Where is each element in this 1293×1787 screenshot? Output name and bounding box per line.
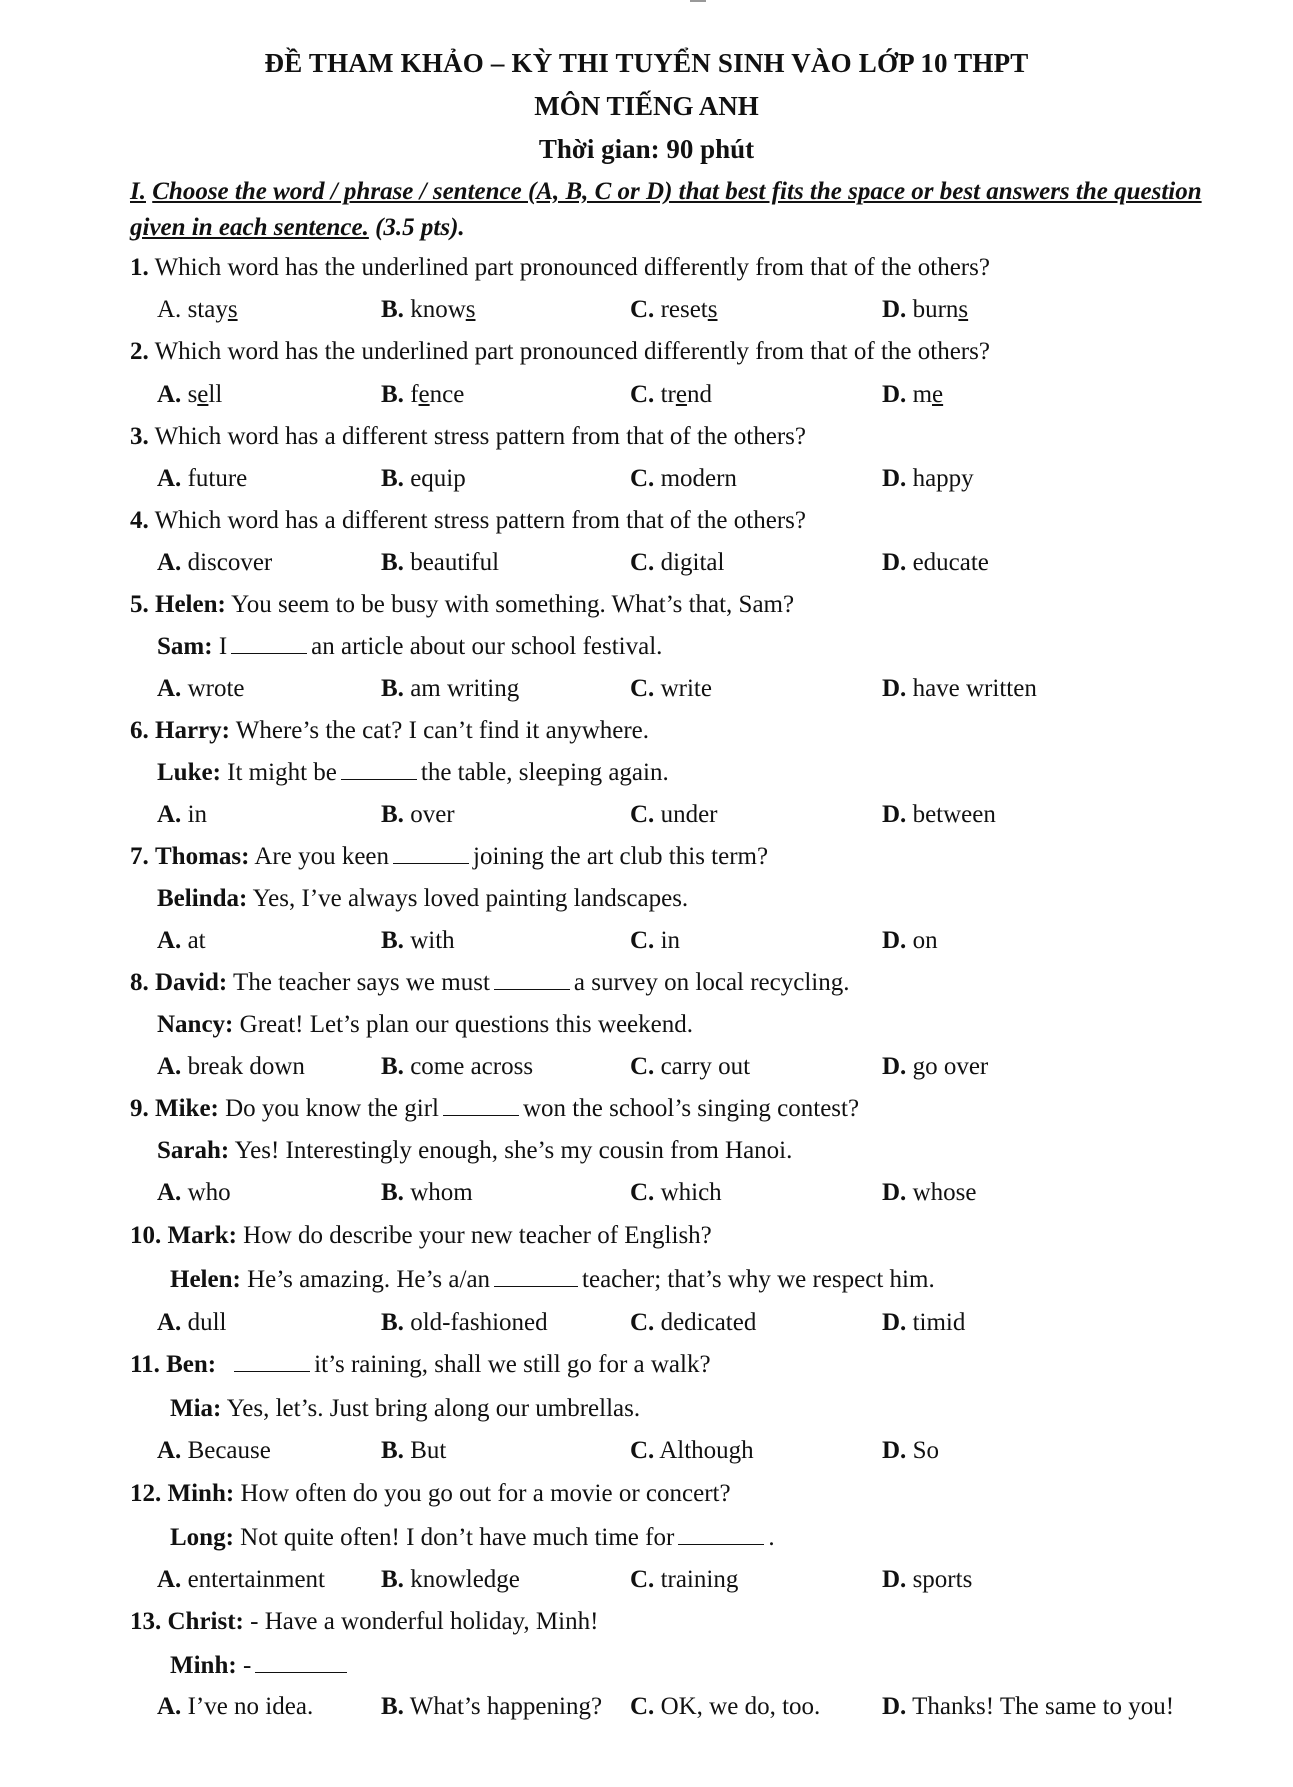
- option-a: A. Because: [157, 1437, 271, 1464]
- reply-line: Luke: It might be the table, sleeping again.: [157, 759, 669, 786]
- option-b: B. What’s happening?: [381, 1693, 603, 1720]
- answer-blank: [255, 1654, 347, 1673]
- option-a: A. who: [157, 1179, 231, 1206]
- option-a: A. sell: [157, 381, 223, 408]
- answer-blank: [494, 971, 570, 990]
- option-b: B. whom: [381, 1179, 473, 1206]
- answer-blank: [234, 1353, 310, 1372]
- answer-blank: [494, 1268, 578, 1287]
- option-d: D. sports: [882, 1566, 973, 1593]
- option-c: C. OK, we do, too.: [630, 1693, 821, 1720]
- option-c: C. carry out: [630, 1053, 751, 1080]
- option-a: A. wrote: [157, 675, 245, 702]
- subject-title: MÔN TIẾNG ANH: [534, 91, 759, 121]
- option-d: D. So: [882, 1437, 939, 1464]
- reply-line: Helen: He’s amazing. He’s a/an teacher; that’s why we respect him.: [170, 1266, 935, 1293]
- option-b: B. beautiful: [381, 549, 500, 576]
- question-9: 9. Mike: Do you know the girl won the school’s singing contest?: [130, 1095, 860, 1122]
- question-12: 12. Minh: How often do you go out for a movie or concert?: [130, 1480, 731, 1507]
- option-a: A. at: [157, 927, 206, 954]
- answer-blank: [443, 1097, 519, 1116]
- section-instruction: I. Choose the word / phrase / sentence (A, B, C or D) that best fits the space or best answers the question given in each sentence. (3.5 pts).: [130, 178, 1202, 241]
- option-d: D. me: [882, 381, 944, 408]
- option-a: A. stays: [157, 296, 238, 323]
- top-scan-mark: [690, 0, 706, 2]
- time-limit: Thời gian: 90 phút: [538, 134, 755, 164]
- option-c: C. trend: [630, 381, 712, 408]
- option-d: D. educate: [882, 549, 989, 576]
- question-11: 11. Ben: it’s raining, shall we still go for a walk?: [130, 1351, 711, 1378]
- option-a: A. future: [157, 465, 248, 492]
- option-d: D. on: [882, 927, 938, 954]
- option-c: C. modern: [630, 465, 737, 492]
- question-2: 2. Which word has the underlined part pronounced differently from that of the others?: [130, 338, 990, 365]
- option-b: B. over: [381, 801, 455, 828]
- option-b: B. come across: [381, 1053, 534, 1080]
- answer-blank: [393, 845, 469, 864]
- question-6: 6. Harry: Where’s the cat? I can’t find it anywhere.: [130, 717, 650, 744]
- question-1: 1. Which word has the underlined part pronounced differently from that of the others?: [130, 254, 990, 281]
- question-10: 10. Mark: How do describe your new teacher of English?: [130, 1222, 712, 1249]
- option-a: A. entertainment: [157, 1566, 326, 1593]
- option-b: B. old-fashioned: [381, 1309, 548, 1336]
- option-a: A. dull: [157, 1309, 227, 1336]
- question-8: 8. David: The teacher says we must a survey on local recycling.: [130, 969, 850, 996]
- option-d: D. burns: [882, 296, 969, 323]
- option-b: B. knowledge: [381, 1566, 520, 1593]
- answer-blank: [341, 761, 417, 780]
- option-d: D. happy: [882, 465, 974, 492]
- option-c: C. write: [630, 675, 712, 702]
- reply-line: Sam: I an article about our school festival.: [157, 633, 663, 660]
- option-d: D. have written: [882, 675, 1037, 702]
- option-b: B. with: [381, 927, 455, 954]
- option-a: A. break down: [157, 1053, 305, 1080]
- option-b: B. am writing: [381, 675, 520, 702]
- option-c: C. which: [630, 1179, 722, 1206]
- option-b: B. knows: [381, 296, 476, 323]
- question-4: 4. Which word has a different stress pattern from that of the others?: [130, 507, 806, 534]
- option-b: B. fence: [381, 381, 465, 408]
- option-c: C. training: [630, 1566, 739, 1593]
- reply-line: Sarah: Yes! Interestingly enough, she’s my cousin from Hanoi.: [157, 1137, 793, 1164]
- option-d: D. between: [882, 801, 996, 828]
- option-b: B. equip: [381, 465, 466, 492]
- question-3: 3. Which word has a different stress pattern from that of the others?: [130, 423, 806, 450]
- question-7: 7. Thomas: Are you keen joining the art club this term?: [130, 843, 769, 870]
- reply-line: Mia: Yes, let’s. Just bring along our umbrellas.: [170, 1395, 641, 1422]
- option-d: D. timid: [882, 1309, 966, 1336]
- reply-line: Nancy: Great! Let’s plan our questions this weekend.: [157, 1011, 693, 1038]
- exam-title: ĐỀ THAM KHẢO – KỲ THI TUYỂN SINH VÀO LỚP 10 THPT: [264, 48, 1029, 78]
- option-c: C. dedicated: [630, 1309, 757, 1336]
- option-a: A. I’ve no idea.: [157, 1693, 314, 1720]
- option-c: C. under: [630, 801, 718, 828]
- reply-line: Minh: -: [170, 1652, 351, 1680]
- option-c: C. digital: [630, 549, 725, 576]
- option-d: D. Thanks! The same to you!: [882, 1693, 1175, 1720]
- option-c: C. Although: [630, 1437, 754, 1464]
- question-13: 13. Christ: - Have a wonderful holiday, Minh!: [130, 1608, 599, 1635]
- option-c: C. in: [630, 927, 681, 954]
- answer-blank: [231, 635, 307, 654]
- reply-line: Long: Not quite often! I don’t have much time for .: [170, 1524, 775, 1551]
- reply-line: Belinda: Yes, I’ve always loved painting landscapes.: [157, 885, 689, 912]
- option-c: C. resets: [630, 296, 718, 323]
- answer-blank: [678, 1526, 764, 1545]
- question-5: 5. Helen: You seem to be busy with something. What’s that, Sam?: [130, 591, 795, 618]
- option-b: B. But: [381, 1437, 447, 1464]
- option-a: A. in: [157, 801, 208, 828]
- option-a: A. discover: [157, 549, 273, 576]
- option-d: D. go over: [882, 1053, 989, 1080]
- option-d: D. whose: [882, 1179, 977, 1206]
